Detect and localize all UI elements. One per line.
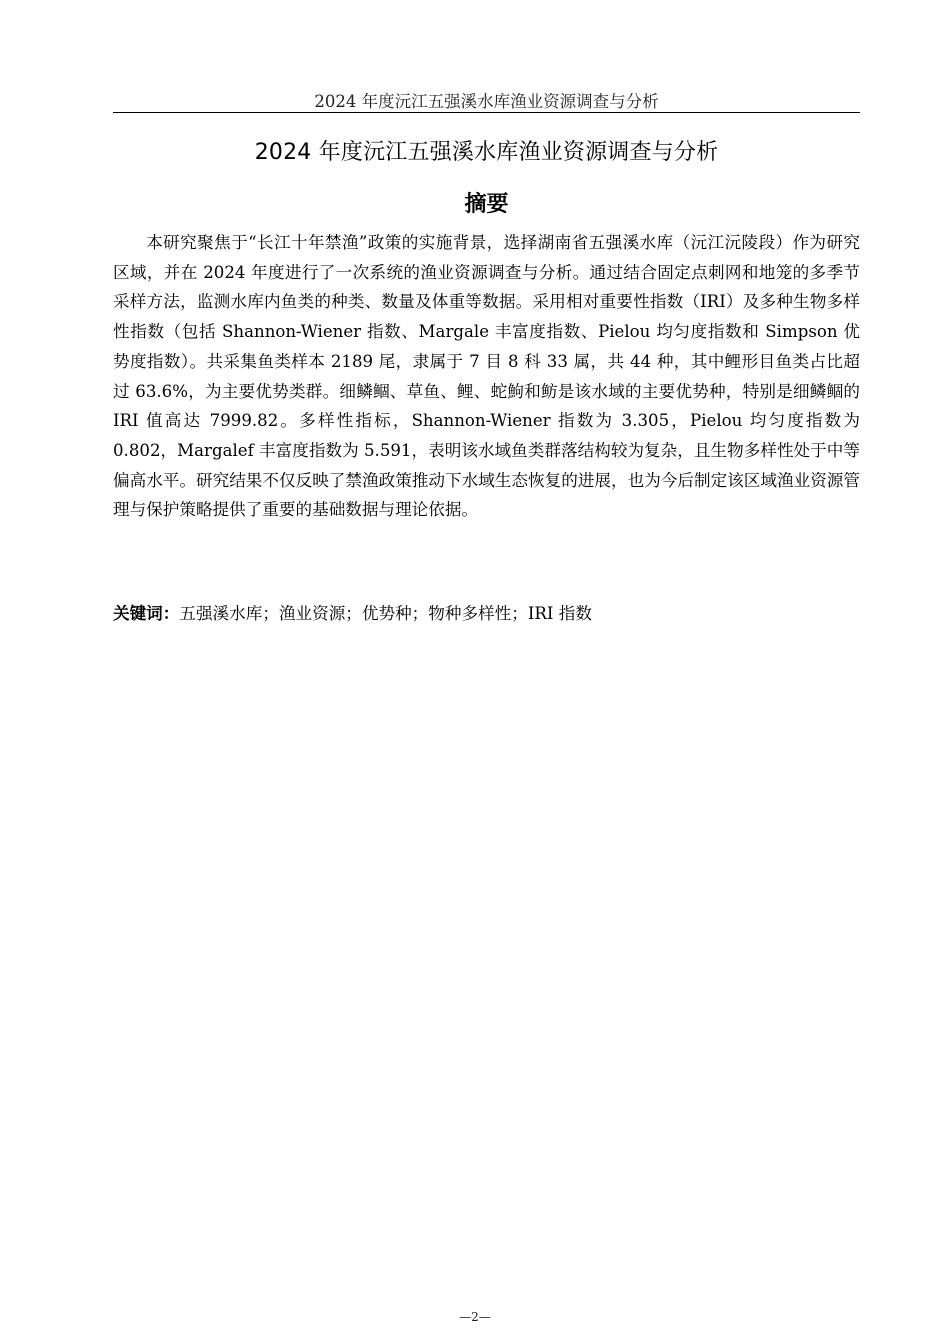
running-header: 2024 年度沅江五强溪水库渔业资源调查与分析 — [314, 92, 659, 111]
page-number: —2— — [459, 1310, 491, 1324]
header-divider — [113, 112, 860, 113]
abstract-paragraph: 本研究聚焦于“长江十年禁渔”政策的实施背景，选择湖南省五强溪水库（沅江沅陵段）作为研究区域，并在 2024 年度进行了一次系统的渔业资源调查与分析。通过结合固定点刺网和地笼的多季节采样方法，监测水库内鱼类的种类、数量及体重等数据。采用相对重要性指数（IRI）及多种生物多样性指数（包括 Shannon-Wiener 指数、Margale 丰富度指数、Pielou 均匀度指数和 Simpson 优势度指数）。共采集鱼类样本 2189 尾，隶属于 7 目 8 科 33 属，共 44 种，其中鲤形目鱼类占比超过 63.6%，为主要优势类群。细鳞鲴、草鱼、鲤、蛇鮈和鲂是该水域的主要优势种，特别是细鳞鲴的 IRI 值高达 7999.82。多样性指标，Shannon-Wiener 指数为 3.305，Pielou 均匀度指数为 0.802，Margalef 丰富度指数为 5.591，表明该水域鱼类群落结构较为复杂，且生物多样性处于中等偏高水平。研究结果不仅反映了禁渔政策推动下水域生态恢复的进展，也为今后制定该区域渔业资源管理与保护策略提供了重要的基础数据与理论依据。 — [113, 233, 860, 520]
keywords-label: 关键词： — [113, 604, 180, 623]
keywords-line — [113, 600, 860, 628]
keywords-text: 五强溪水库；渔业资源；优势种；物种多样性；IRI 指数 — [179, 604, 592, 623]
paper-title: 2024 年度沅江五强溪水库渔业资源调查与分析 — [254, 140, 719, 165]
abstract-heading: 摘要 — [464, 192, 509, 217]
